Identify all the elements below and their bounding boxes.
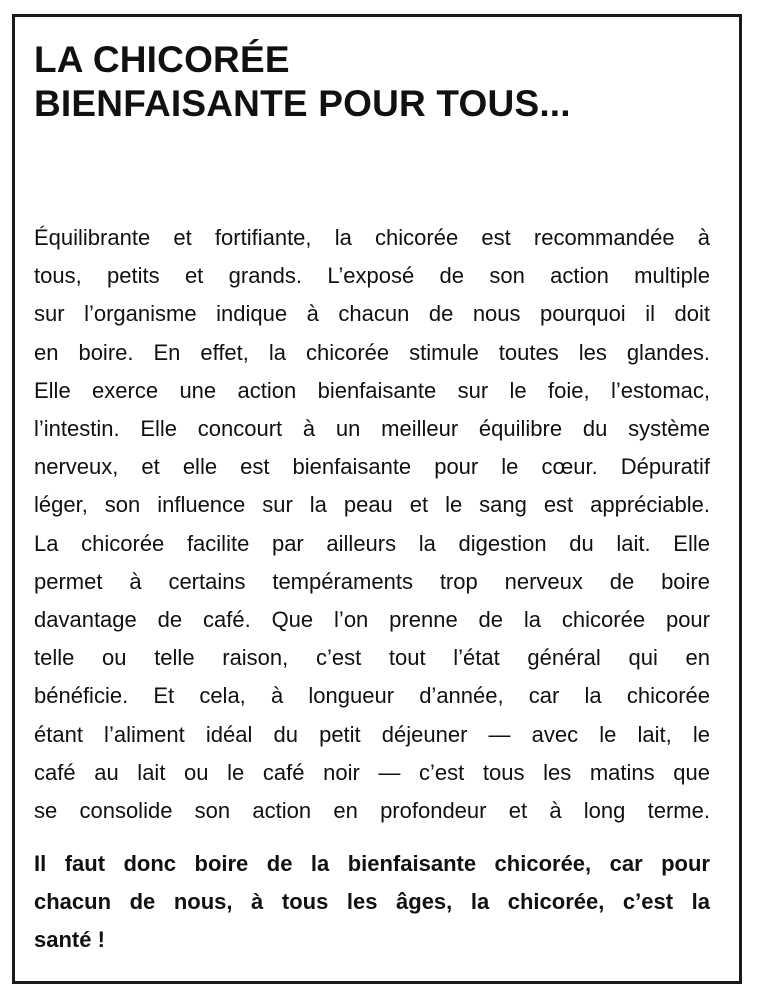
body-line: se consolide son action en profondeur et à long terme. xyxy=(34,798,710,824)
body-line: telle ou telle raison, c’est tout l’état général qui en xyxy=(34,645,710,671)
body-line: permet à certains tempéraments trop nerveux de boire xyxy=(34,568,710,594)
body-line: sur l’organisme indique à chacun de nous pourquoi il doit xyxy=(34,301,710,327)
body-line: bénéficie. Et cela, à longueur d’année, car la chicorée xyxy=(34,683,710,709)
body-line: tous, petits et grands. L’exposé de son action multiple xyxy=(34,263,710,289)
body-line: en boire. En effet, la chicorée stimule toutes les glandes. xyxy=(34,339,710,365)
conclusion-line: Il faut donc boire de la bienfaisante chicorée, car pour xyxy=(34,851,710,876)
body-line: La chicorée facilite par ailleurs la digestion du lait. Elle xyxy=(34,530,710,556)
body-line: étant l’aliment idéal du petit déjeuner — avec le lait, le xyxy=(34,721,710,747)
body-line: léger, son influence sur la peau et le sang est appréciable. xyxy=(34,492,710,518)
conclusion-line: chacun de nous, à tous les âges, la chicorée, c’est la xyxy=(34,889,710,914)
body-line: Elle exerce une action bienfaisante sur le foie, l’estomac, xyxy=(34,377,710,403)
title-line-2: BIENFAISANTE POUR TOUS... xyxy=(34,83,571,124)
body-line: Équilibrante et fortifiante, la chicorée est recommandée à xyxy=(34,225,710,250)
body-line: l’intestin. Elle concourt à un meilleur équilibre du système xyxy=(34,416,710,442)
body-paragraph xyxy=(34,219,710,830)
page-title xyxy=(34,38,571,126)
conclusion-paragraph xyxy=(34,845,710,959)
body-line: nerveux, et elle est bienfaisante pour le cœur. Dépuratif xyxy=(34,454,710,480)
conclusion-line: santé ! xyxy=(34,927,105,952)
title-line-1: LA CHICORÉE xyxy=(34,39,290,80)
body-line: café au lait ou le café noir — c’est tous les matins que xyxy=(34,759,710,785)
body-line: davantage de café. Que l’on prenne de la chicorée pour xyxy=(34,607,710,633)
